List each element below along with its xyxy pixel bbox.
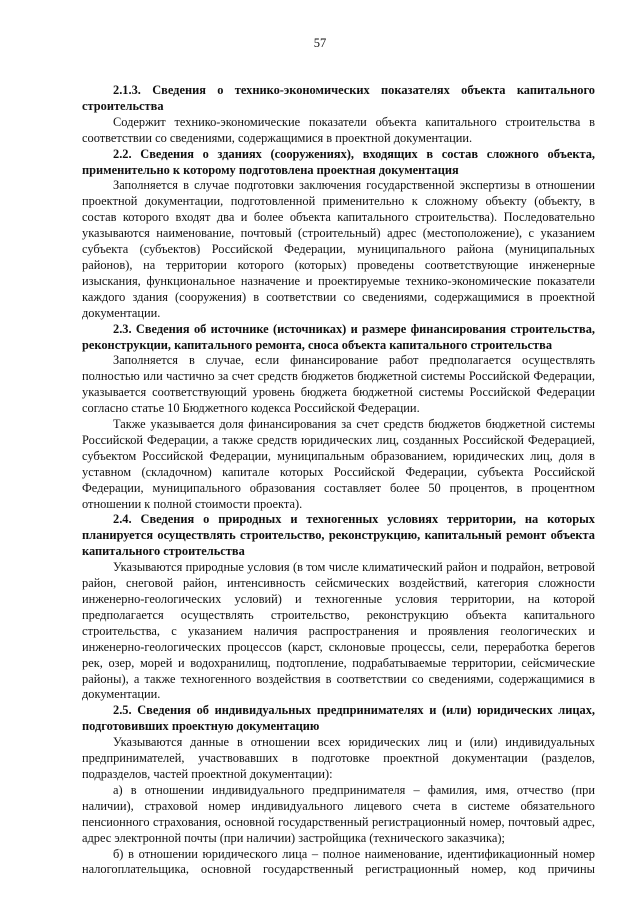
section-heading-2-1-3: 2.1.3. Сведения о технико-экономических показателях объекта капитального строительства xyxy=(82,83,595,113)
paragraph: Заполняется в случае подготовки заключения государственной экспертизы в отношении проектной документации, подготовленной применительно к сложному объекту (объекту, в состав которого входят два и более объекта капитального строительства). Последовательно указываются наименование, почтовый (строительный) адрес (местоположение), с указанием субъекта (субъектов) Российской Федерации, муниципального района (муниципальных районов), на территории которого (которых) проведены соответствующие инженерные изыскания, функциональное назначение и проектируемые технико-экономические показатели каждого здания (сооружения) в соответствии со сведениями, содержащимися в проектной документации. xyxy=(82,178,595,320)
page-number: 57 xyxy=(313,36,327,50)
paragraph: Содержит технико-экономические показатели объекта капитального строительства в соответствии со сведениями, содержащимися в проектной документации. xyxy=(82,114,595,145)
section-heading-2-5: 2.5. Сведения об индивидуальных предпринимателях и (или) юридических лицах, подготовивших проектную документацию xyxy=(82,703,595,734)
section-heading-2-3: 2.3. Сведения об источнике (источниках) и размере финансирования строительства, реконструкции, капитального ремонта, сноса объекта капитального строительства xyxy=(82,321,595,352)
page-body xyxy=(82,83,595,878)
section-heading-2-2: 2.2. Сведения о зданиях (сооружениях), входящих в состав сложного объекта, применительно к которому подготовлена проектная документация xyxy=(82,146,595,177)
paragraph: Указываются данные в отношении всех юридических лиц и (или) индивидуальных предпринимателей, участвовавших в подготовке проектной документации (разделов, подразделов, частей проектной документации): xyxy=(82,735,595,781)
paragraph: Заполняется в случае, если финансирование работ предполагается осуществлять полностью или частично за счет средств бюджетов бюджетной системы Российской Федерации, указывается соответствующий уровень бюджета бюджетной системы Российской Федерации согласно статье 10 Бюджетного кодекса Российской Федерации. xyxy=(82,353,595,416)
paragraph-item-b: б) в отношении юридического лица – полное наименование, идентификационный номер налогоплательщика, основной государственный регистрационный номер, код причины xyxy=(82,846,595,877)
section-heading-2-4: 2.4. Сведения о природных и техногенных условиях территории, на которых планируется осуществлять строительство, реконструкцию, капитальный ремонт объекта капитального строительства xyxy=(82,512,595,559)
paragraph: Также указывается доля финансирования за счет средств бюджетов бюджетной системы Российской Федерации, а также средств юридических лиц, созданных Российской Федерацией, субъектом Российской Федерации, муниципальным образованием, юридических лиц, доля в уставном (складочном) капитале которых Российской Федерации, субъекта Российской Федерации, муниципального образования составляет более 50 процентов, в процентном отношении к полной стоимости проекта). xyxy=(82,417,595,511)
paragraph-item-a: а) в отношении индивидуального предпринимателя – фамилия, имя, отчество (при наличии), страховой номер индивидуального лицевого счета в системе обязательного пенсионного страхования, основной государственный регистрационный номер, почтовый адрес, адрес электронной почты (при наличии) застройщика (технического заказчика); xyxy=(82,782,595,845)
paragraph: Указываются природные условия (в том числе климатический район и подрайон, ветровой район, снеговой район, интенсивность сейсмических воздействий, категория сложности инженерно-геологических условий) и техногенные условия территории, на которой предполагается осуществлять строительство, реконструкцию объекта капитального строительства, с указанием наличия распространения и проявления геологических и инженерно-геологических процессов (карст, склоновые процессы, сели, переработка берегов рек, озер, морей и водохранилищ, подтопление, подрабатываемые территории, сейсмические районы), а также техногенного воздействия в соответствии со сведениями, содержащимися в документации. xyxy=(82,560,595,702)
